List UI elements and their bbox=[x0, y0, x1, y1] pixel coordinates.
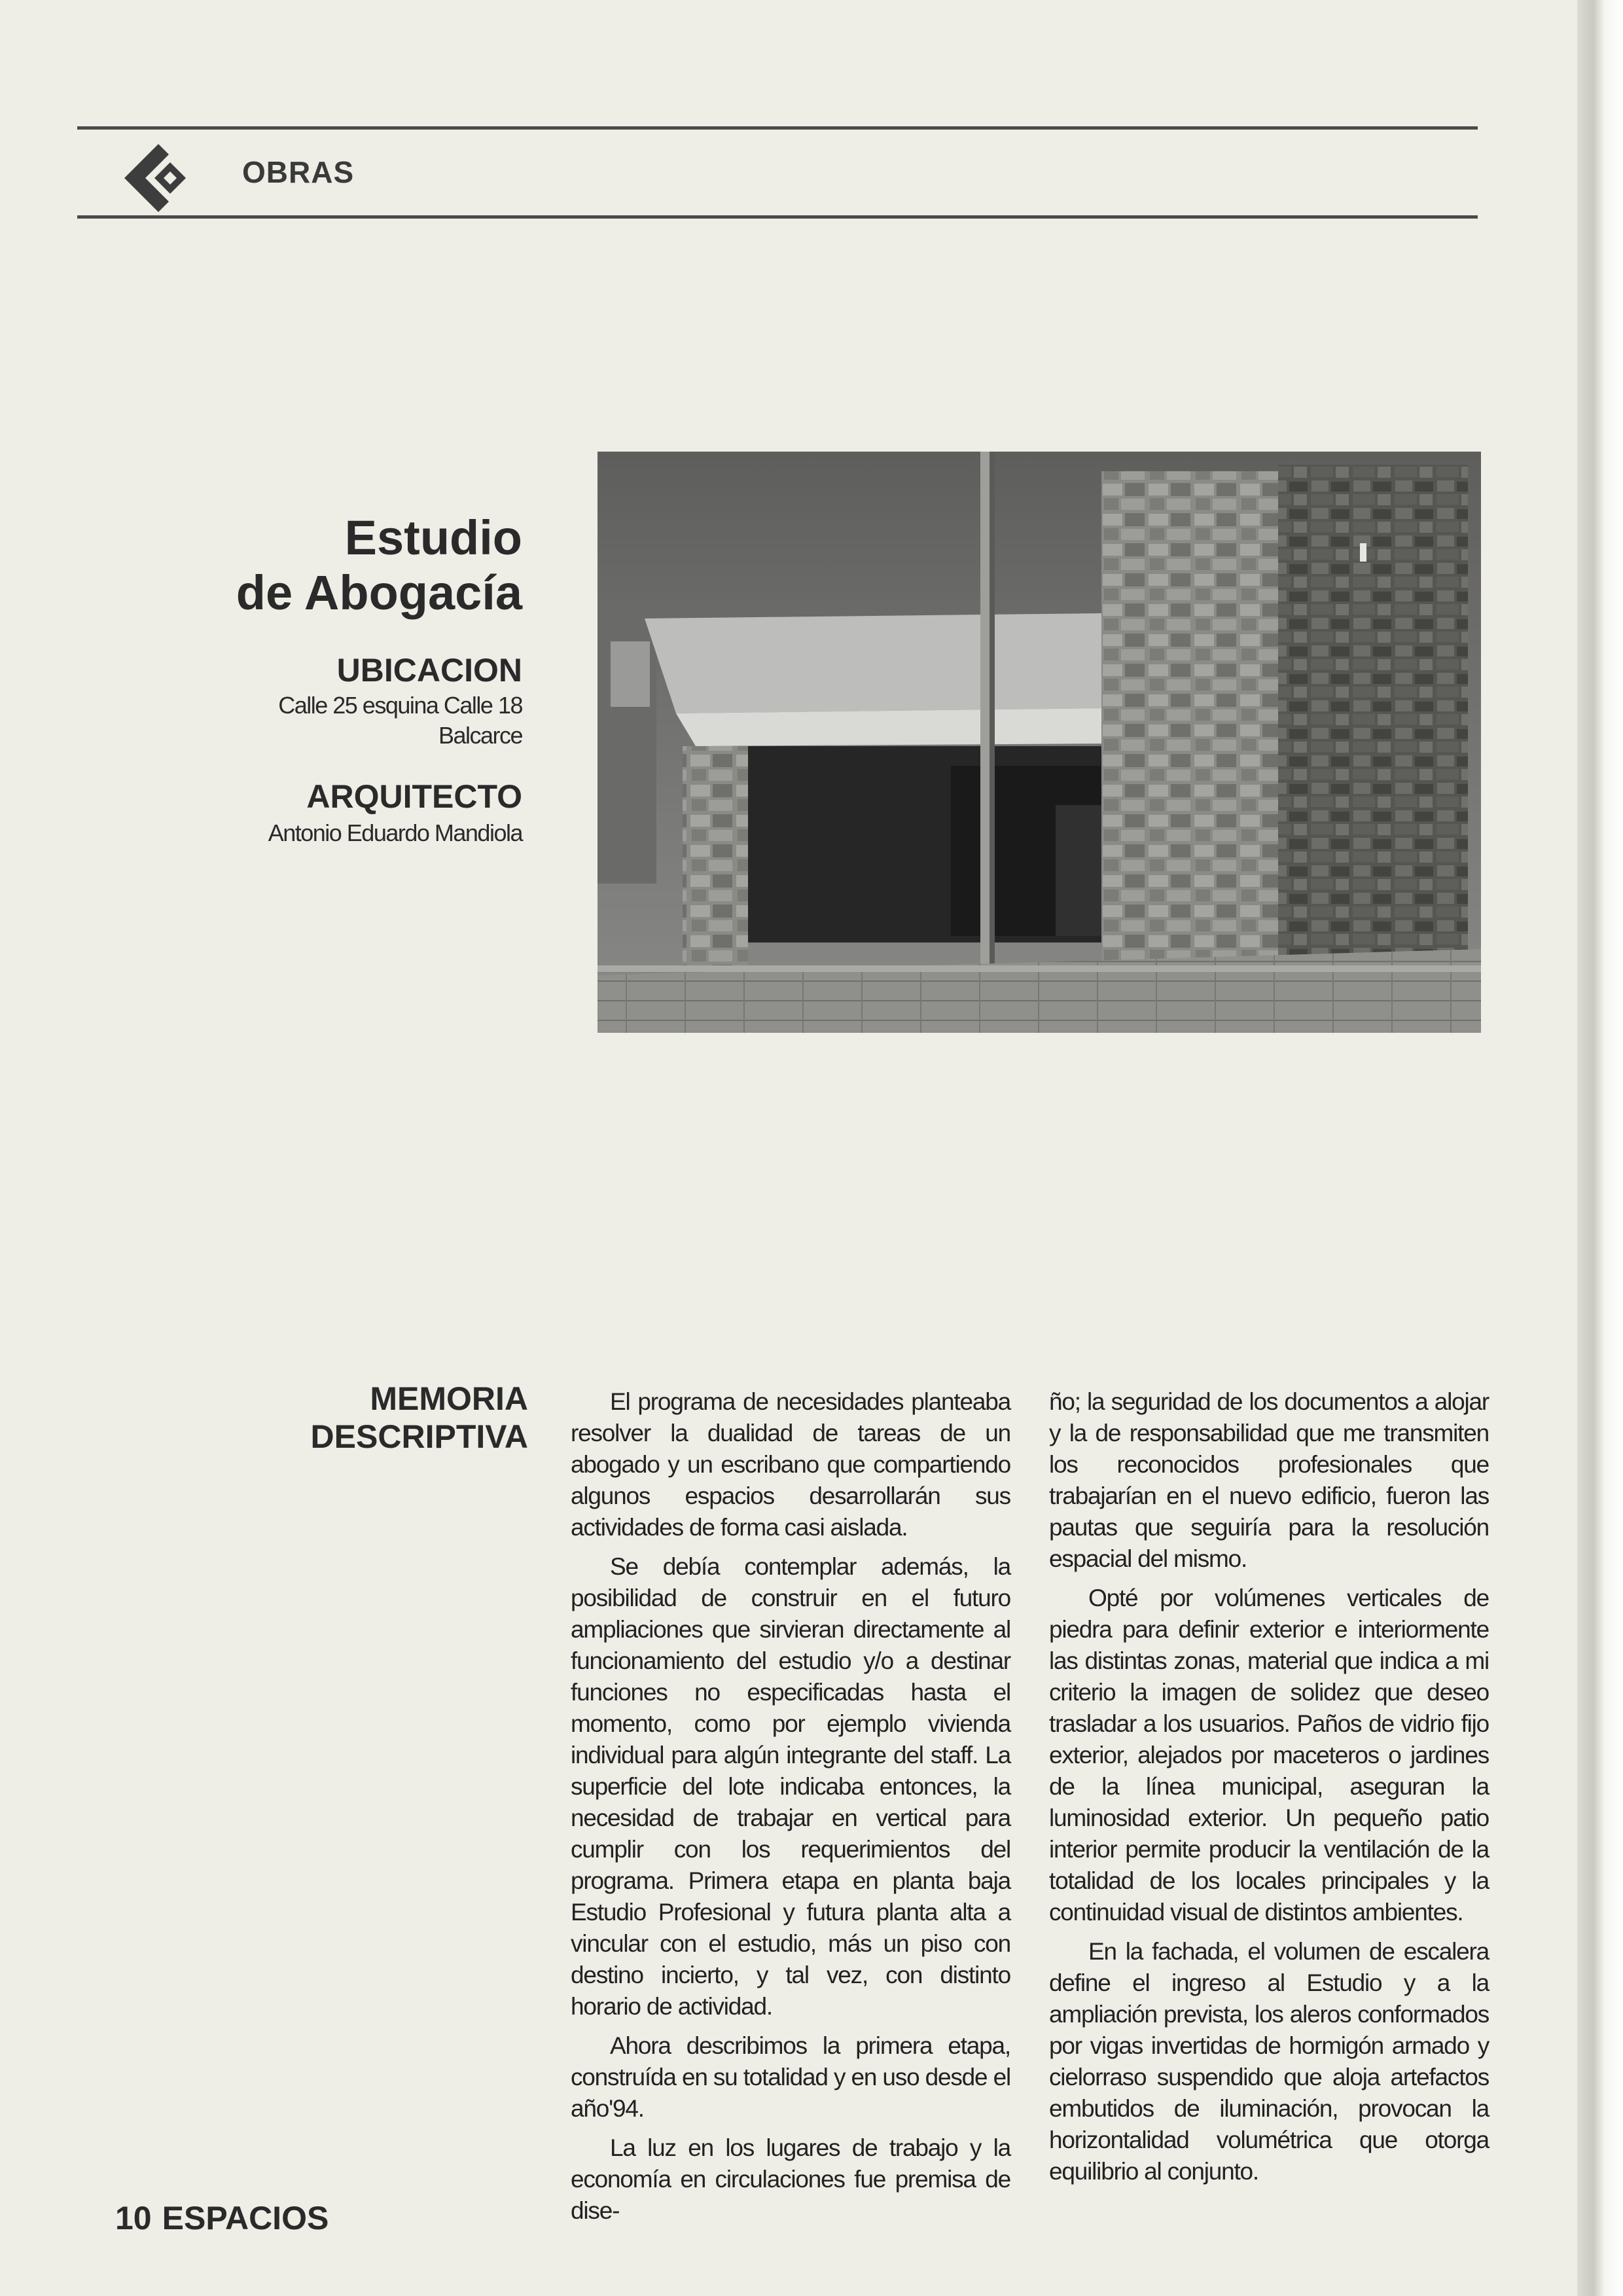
location-line-1: Calle 25 esquina Calle 18 bbox=[278, 692, 522, 719]
scan-page-edge bbox=[1577, 0, 1623, 2296]
paragraph: Se debía contemplar además, la posibilidad de construir en el futuro ampliaciones que sirvieran directamente al funcionamiento del estudio y/o a destinar funciones no especificadas hasta el momento, como por ejemplo vivienda individual para algún integrante del staff. La superficie del lote indicaba entonces, la necesidad de trabajar en vertical para cumplir con los requerimientos del programa. Primera etapa en planta baja Estudio Profesional y futura planta alta a vincular con el estudio, más un piso con destino incierto, y tal vez, con distinto horario de actividad. bbox=[571, 1553, 1010, 2020]
paragraph: El programa de necesidades planteaba resolver la dualidad de tareas de un abogado y un escribano que compartiendo algunos espacios desarrollarán sus actividades de forma casi aislada. bbox=[571, 1388, 1010, 1541]
building-photo bbox=[597, 452, 1481, 1033]
header-rule-top bbox=[77, 126, 1478, 130]
memoria-heading-line-2: DESCRIPTIVA bbox=[310, 1418, 528, 1455]
title-line-2: de Abogacía bbox=[236, 565, 522, 620]
title-line-1: Estudio bbox=[344, 511, 522, 565]
architect-heading: ARQUITECTO bbox=[306, 778, 522, 815]
header-rule-bottom bbox=[77, 215, 1478, 219]
paragraph: Ahora describimos la primera etapa, construída en su totalidad y en uso desde el año'94. bbox=[571, 2032, 1010, 2122]
page-footer bbox=[115, 2199, 339, 2237]
location-heading: UBICACION bbox=[336, 652, 522, 689]
memoria-heading-line-1: MEMORIA bbox=[370, 1380, 528, 1417]
paragraph: La luz en los lugares de trabajo y la economía en circulaciones fue premisa de dise- bbox=[571, 2134, 1010, 2224]
body-column-2 bbox=[1049, 1386, 1489, 2195]
paragraph: En la fachada, el volumen de escalera define el ingreso al Estudio y a la ampliación prevista, los aleros conformados por vigas invertidas de hormigón armado y cielorraso suspendido que aloja artefactos embutidos de iluminación, provocan la horizontalidad volumétrica que otorga equilibrio al conjunto. bbox=[1049, 1938, 1489, 2185]
paragraph: Opté por volúmenes verticales de piedra para definir exterior e interiormente las distintas zonas, material que indica a mi criterio la imagen de solidez que deseo trasladar a los usuarios. Paños de vidrio fijo exterior, alejados por maceteros o jardines de la línea municipal, aseguran la luminosidad exterior. Un pequeño patio interior permite producir la ventilación de la totalidad de los locales principales y la continuidad visual de distintos ambientes. bbox=[1049, 1585, 1489, 1926]
magazine-name: ESPACIOS bbox=[162, 2200, 329, 2236]
memoria-heading bbox=[135, 1380, 528, 1456]
article-title bbox=[64, 511, 522, 620]
architect-name: Antonio Eduardo Mandiola bbox=[268, 819, 522, 846]
chevron-diamond-logo-icon bbox=[118, 137, 196, 216]
section-label: OBRAS bbox=[242, 155, 355, 189]
location-text bbox=[64, 691, 522, 751]
paragraph: ño; la seguridad de los documentos a alojar y la de responsabilidad que me transmiten los reconocidos profesionales que trabajarían en el nuevo edificio, fueron las pautas que seguiría para la resolución espacial del mismo. bbox=[1049, 1388, 1489, 1572]
location-line-2: Balcarce bbox=[438, 722, 522, 749]
page-number: 10 bbox=[115, 2200, 152, 2236]
body-column-1 bbox=[571, 1386, 1010, 2234]
